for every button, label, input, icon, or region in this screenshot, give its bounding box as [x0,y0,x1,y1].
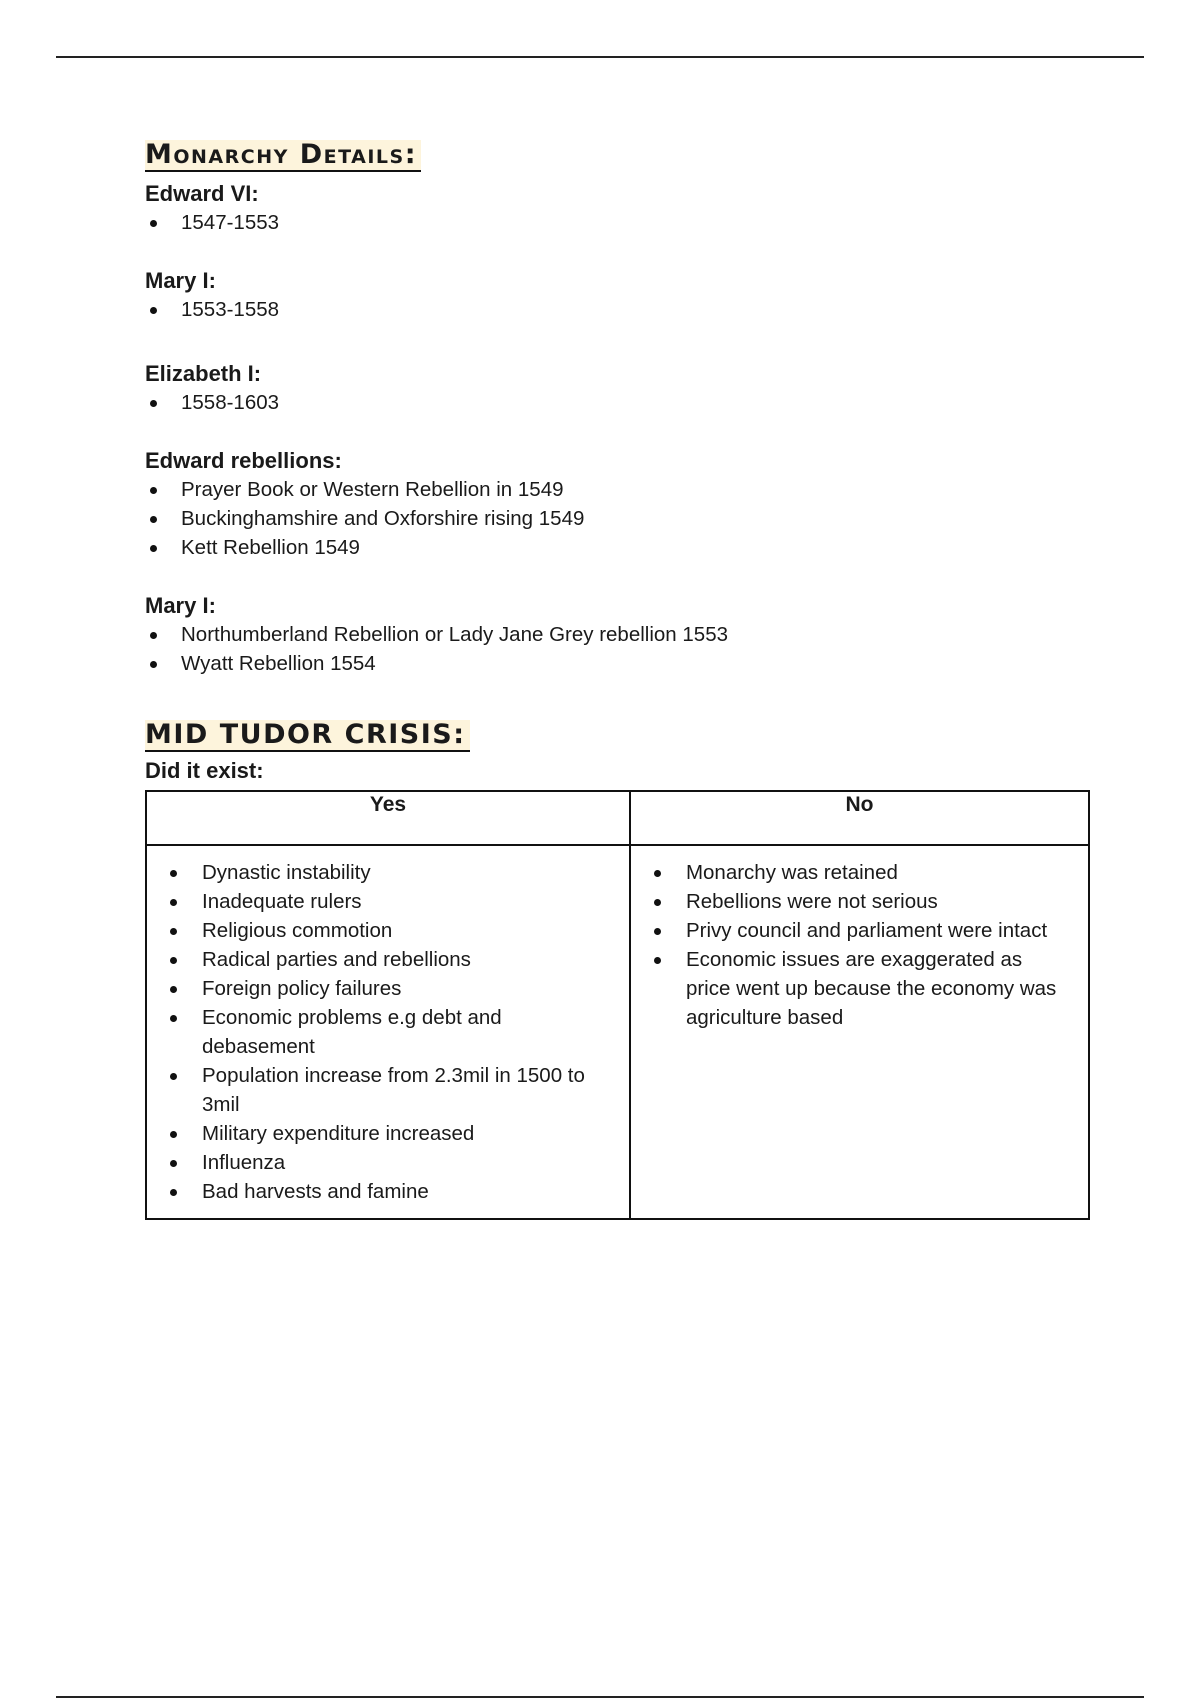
bottom-rule [56,1696,1144,1698]
list-item: Population increase from 2.3mil in 1500 to 3mil [167,1061,611,1119]
ruler-mary [145,267,1045,324]
list-item: Influenza [167,1148,611,1177]
ruler-name: Edward VI: [145,181,259,206]
ruler-dates: 1547-1553 [145,208,1045,237]
list-item: Radical parties and rebellions [167,945,611,974]
no-cell [630,845,1089,1219]
list-item: Military expenditure increased [167,1119,611,1148]
edward-rebellions-title: Edward rebellions: [145,448,342,473]
no-list [651,858,1070,1032]
list-item: Monarchy was retained [651,858,1070,887]
list-item: Dynastic instability [167,858,611,887]
ruler-dates-list [145,388,1045,417]
header-no: No [630,791,1089,845]
list-item: Rebellions were not serious [651,887,1070,916]
monarchy-section [145,180,1045,678]
crisis-question: Did it exist: [145,758,264,783]
list-item: Wyatt Rebellion 1554 [145,649,1045,678]
edward-rebellions [145,447,1045,562]
table-row [146,845,1089,1219]
mary-rebellions-title: Mary I: [145,593,216,618]
crisis-table [145,790,1090,1220]
list-item: Northumberland Rebellion or Lady Jane Grey rebellion 1553 [145,620,1045,649]
crisis-heading: MID TUDOR CRISIS: [145,720,470,752]
list-item: Bad harvests and famine [167,1177,611,1206]
mary-rebellions [145,592,1045,678]
top-rule [56,56,1144,58]
ruler-edward [145,180,1045,237]
yes-cell [146,845,630,1219]
list-item: Religious commotion [167,916,611,945]
ruler-name: Elizabeth I: [145,361,262,386]
edward-rebellions-list [145,475,1045,562]
mary-rebellions-list [145,620,1045,678]
header-yes: Yes [146,791,630,845]
ruler-name: Mary I: [145,268,216,293]
ruler-dates: 1558-1603 [145,388,1045,417]
list-item: Foreign policy failures [167,974,611,1003]
ruler-dates: 1553-1558 [145,295,1045,324]
ruler-dates-list [145,208,1045,237]
ruler-dates-list [145,295,1045,324]
list-item: Kett Rebellion 1549 [145,533,1045,562]
list-item: Privy council and parliament were intact [651,916,1070,945]
list-item: Economic issues are exaggerated as price went up because the economy was agriculture based [651,945,1070,1032]
ruler-elizabeth [145,360,1045,417]
table-header-row [146,791,1089,845]
yes-list [167,858,611,1206]
list-item: Economic problems e.g debt and debasement [167,1003,611,1061]
list-item: Buckinghamshire and Oxforshire rising 1549 [145,504,1045,533]
monarchy-heading: Monarchy Details: [145,140,421,172]
list-item: Prayer Book or Western Rebellion in 1549 [145,475,1045,504]
list-item: Inadequate rulers [167,887,611,916]
